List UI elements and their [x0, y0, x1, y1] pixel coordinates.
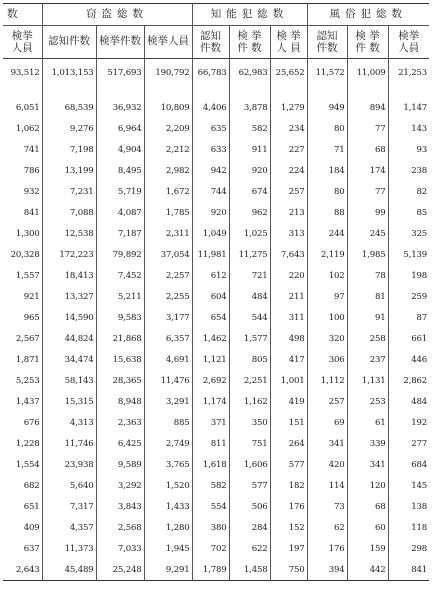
- cell-morals-arrested-persons: 661: [388, 328, 429, 349]
- spacer-cell: [192, 87, 229, 97]
- cell-theft-known-cases: 34,474: [42, 349, 96, 370]
- cell-theft-arrested-persons: 2,982: [144, 160, 192, 181]
- cell-morals-known-cases: 1,112: [307, 370, 347, 391]
- cell-morals-known-cases: 88: [307, 202, 347, 223]
- table-row: [3, 59, 429, 88]
- cell-morals-arrested-persons: 2,862: [388, 370, 429, 391]
- cell-intel-known-cases: 380: [192, 517, 229, 538]
- cell-morals-arrested-persons: 684: [388, 454, 429, 475]
- cell-intel-arrested-persons: 182: [270, 475, 307, 496]
- cell-morals-arrested-persons: 143: [388, 118, 429, 139]
- table-row: [3, 475, 429, 496]
- cell-theft-known-cases: 45,489: [42, 559, 96, 581]
- cell-morals-arrested-cases: 60: [347, 517, 388, 538]
- cell-intel-arrested-cases: 805: [229, 349, 270, 370]
- cell-arrested-persons: 1,228: [15, 438, 40, 449]
- cell-theft-arrested-cases: 517,693: [96, 59, 144, 88]
- cell-theft-arrested-cases: 9,589: [96, 454, 144, 475]
- cell-morals-arrested-cases: 245: [347, 223, 388, 244]
- cell-intel-known-cases: 4,406: [192, 97, 229, 118]
- cell-intel-known-cases: 635: [192, 118, 229, 139]
- table-row: [3, 517, 429, 538]
- cell-intel-arrested-persons: 227: [270, 139, 307, 160]
- spacer-cell: [347, 87, 388, 97]
- cell-intel-arrested-cases: 11,275: [229, 244, 270, 265]
- cell-arrested-persons: 921: [23, 291, 40, 302]
- cell-theft-arrested-persons: 37,054: [144, 244, 192, 265]
- cell-intel-known-cases: 1,121: [192, 349, 229, 370]
- cell-intel-known-cases: 1,049: [192, 223, 229, 244]
- cell-intel-arrested-cases: 920: [229, 160, 270, 181]
- cell-intel-arrested-cases: 674: [229, 181, 270, 202]
- spacer-cell: [270, 87, 307, 97]
- cell-morals-known-cases: 320: [307, 328, 347, 349]
- cell-theft-known-cases: 44,824: [42, 328, 96, 349]
- table-row: [3, 391, 429, 412]
- header-theft-arrested-cases: 検挙件数: [96, 26, 144, 59]
- table-row: [3, 433, 429, 454]
- table-row: [3, 223, 429, 244]
- spacer-cell: [42, 87, 96, 97]
- header-morals-known-cases: 認知 件数: [307, 26, 347, 59]
- cell-intel-arrested-cases: 1,606: [229, 454, 270, 475]
- cell-morals-arrested-persons: 85: [388, 202, 429, 223]
- cell-intel-known-cases: 2,692: [192, 370, 229, 391]
- cell-theft-arrested-persons: 10,809: [144, 97, 192, 118]
- cell-intel-arrested-persons: 264: [270, 433, 307, 454]
- cell-intel-arrested-cases: 962: [229, 202, 270, 223]
- cell-morals-arrested-cases: 174: [347, 160, 388, 181]
- cell-theft-arrested-cases: 5,719: [96, 181, 144, 202]
- cell-intel-arrested-cases: 1,162: [229, 391, 270, 412]
- cell-morals-arrested-persons: 145: [388, 475, 429, 496]
- cell-morals-known-cases: 341: [307, 433, 347, 454]
- row-spacer: [3, 87, 429, 97]
- cell-theft-arrested-persons: 2,212: [144, 139, 192, 160]
- cell-morals-known-cases: 114: [307, 475, 347, 496]
- cell-arrested-persons: 965: [23, 312, 40, 323]
- cell-intel-arrested-persons: 257: [270, 181, 307, 202]
- cell-morals-arrested-persons: 5,139: [388, 244, 429, 265]
- cell-intel-known-cases: 554: [192, 496, 229, 517]
- cell-intel-arrested-persons: 1,279: [270, 97, 307, 118]
- cell-intel-known-cases: 942: [192, 160, 229, 181]
- cell-intel-known-cases: 1,789: [192, 559, 229, 581]
- cell-arrested-persons: 651: [23, 501, 40, 512]
- table-row: [3, 538, 429, 559]
- header-morals-arrested-persons: 検挙 人員: [388, 26, 429, 59]
- cell-morals-known-cases: 73: [307, 496, 347, 517]
- cell-morals-arrested-persons: 82: [388, 181, 429, 202]
- cell-morals-arrested-cases: 253: [347, 391, 388, 412]
- cell-morals-known-cases: 394: [307, 559, 347, 581]
- cell-arrested-persons: 5,253: [15, 375, 40, 386]
- table-row: [3, 181, 429, 202]
- cell-intel-arrested-cases: 622: [229, 538, 270, 559]
- cell-theft-arrested-persons: 1,672: [144, 181, 192, 202]
- cell-morals-arrested-cases: 11,009: [347, 59, 388, 88]
- cell-morals-arrested-cases: 339: [347, 433, 388, 454]
- cell-morals-arrested-cases: 78: [347, 265, 388, 286]
- cell-arrested-persons: 1,557: [15, 270, 40, 281]
- cell-theft-arrested-cases: 6,964: [96, 118, 144, 139]
- cell-theft-arrested-cases: 36,932: [96, 97, 144, 118]
- table-row: [3, 370, 429, 391]
- cell-morals-known-cases: 184: [307, 160, 347, 181]
- cell-intel-arrested-cases: 484: [229, 286, 270, 307]
- spacer-cell: [307, 87, 347, 97]
- cell-theft-known-cases: 172,223: [42, 244, 96, 265]
- cell-morals-known-cases: 11,572: [307, 59, 347, 88]
- header-intellectual-crime-group: 知能犯総数: [192, 4, 307, 26]
- cell-intel-known-cases: 811: [192, 433, 229, 454]
- table-row: [3, 307, 429, 328]
- cell-intel-known-cases: 604: [192, 286, 229, 307]
- cell-intel-known-cases: 1,462: [192, 328, 229, 349]
- cell-theft-arrested-cases: 7,187: [96, 223, 144, 244]
- cell-intel-arrested-persons: 220: [270, 265, 307, 286]
- cell-morals-known-cases: 69: [307, 412, 347, 433]
- cell-intel-arrested-persons: 577: [270, 454, 307, 475]
- cell-morals-arrested-persons: 21,253: [388, 59, 429, 88]
- cell-theft-arrested-cases: 9,583: [96, 307, 144, 328]
- cell-arrested-persons: 932: [23, 186, 40, 197]
- header-morals-arrested-cases: 検 挙 件 数: [347, 26, 388, 59]
- cell-intel-arrested-persons: 7,643: [270, 244, 307, 265]
- cell-morals-arrested-cases: 341: [347, 454, 388, 475]
- cell-theft-known-cases: 11,746: [42, 433, 96, 454]
- cell-arrested-persons: 6,051: [15, 102, 40, 113]
- cell-theft-arrested-cases: 4,087: [96, 202, 144, 223]
- cell-morals-known-cases: 176: [307, 538, 347, 559]
- cell-morals-known-cases: 62: [307, 517, 347, 538]
- cell-intel-arrested-persons: 197: [270, 538, 307, 559]
- cell-theft-arrested-cases: 2,363: [96, 412, 144, 433]
- cell-morals-arrested-persons: 93: [388, 139, 429, 160]
- cell-morals-arrested-cases: 81: [347, 286, 388, 307]
- table-row: [3, 496, 429, 517]
- table-row: [3, 454, 429, 475]
- cell-intel-known-cases: 920: [192, 202, 229, 223]
- cell-theft-known-cases: 18,413: [42, 265, 96, 286]
- table-row: [3, 265, 429, 286]
- table-row: [3, 286, 429, 307]
- cell-morals-arrested-persons: 118: [388, 517, 429, 538]
- cell-theft-known-cases: 4,357: [42, 517, 96, 538]
- cell-theft-arrested-persons: 2,209: [144, 118, 192, 139]
- cell-theft-arrested-cases: 8,495: [96, 160, 144, 181]
- cell-intel-arrested-cases: 284: [229, 517, 270, 538]
- cell-intel-known-cases: 1,174: [192, 391, 229, 412]
- cell-morals-arrested-cases: 61: [347, 412, 388, 433]
- cell-theft-arrested-cases: 2,568: [96, 517, 144, 538]
- cell-theft-known-cases: 23,938: [42, 454, 96, 475]
- cell-theft-known-cases: 7,231: [42, 181, 96, 202]
- cell-arrested-persons: 20,328: [10, 249, 40, 260]
- header-intel-arrested-persons: 検 挙 人 員: [270, 26, 307, 59]
- cell-theft-known-cases: 7,198: [42, 139, 96, 160]
- cell-intel-known-cases: 11,981: [192, 244, 229, 265]
- table-row: [3, 328, 429, 349]
- header-arrested-persons: 検挙 人員: [3, 26, 42, 59]
- cell-theft-known-cases: 5,640: [42, 475, 96, 496]
- cell-intel-arrested-persons: 311: [270, 307, 307, 328]
- cell-arrested-persons: 637: [23, 543, 40, 554]
- cell-intel-arrested-persons: 313: [270, 223, 307, 244]
- cell-theft-arrested-cases: 3,843: [96, 496, 144, 517]
- cell-theft-arrested-cases: 7,033: [96, 538, 144, 559]
- cell-theft-arrested-persons: 885: [144, 412, 192, 433]
- cell-morals-known-cases: 102: [307, 265, 347, 286]
- spacer-cell: [144, 87, 192, 97]
- cell-intel-arrested-persons: 176: [270, 496, 307, 517]
- cell-morals-known-cases: 71: [307, 139, 347, 160]
- cell-morals-arrested-cases: 442: [347, 559, 388, 581]
- cell-morals-known-cases: 2,119: [307, 244, 347, 265]
- cell-morals-arrested-cases: 68: [347, 139, 388, 160]
- cell-morals-known-cases: 244: [307, 223, 347, 244]
- table-row: [3, 139, 429, 160]
- cell-theft-arrested-cases: 15,638: [96, 349, 144, 370]
- cell-arrested-persons: 2,643: [15, 564, 40, 575]
- cell-morals-arrested-cases: 99: [347, 202, 388, 223]
- cell-morals-arrested-persons: 238: [388, 160, 429, 181]
- cell-theft-arrested-persons: 190,792: [144, 59, 192, 88]
- cell-intel-known-cases: 371: [192, 412, 229, 433]
- cell-morals-arrested-persons: 138: [388, 496, 429, 517]
- cell-intel-arrested-cases: 3,878: [229, 97, 270, 118]
- cell-arrested-persons: 1,871: [15, 354, 40, 365]
- table-row: [3, 97, 429, 118]
- cell-morals-arrested-persons: 298: [388, 538, 429, 559]
- header-intel-arrested-cases: 検 挙 件 数: [229, 26, 270, 59]
- header-theft-known-cases: 認知件数: [42, 26, 96, 59]
- table-row: [3, 349, 429, 370]
- cell-arrested-persons: 409: [23, 522, 40, 533]
- cell-theft-arrested-persons: 11,476: [144, 370, 192, 391]
- cell-theft-arrested-persons: 9,291: [144, 559, 192, 581]
- table-row: [3, 202, 429, 223]
- cell-morals-known-cases: 80: [307, 118, 347, 139]
- cell-morals-known-cases: 306: [307, 349, 347, 370]
- cell-theft-known-cases: 11,373: [42, 538, 96, 559]
- spacer-cell: [229, 87, 270, 97]
- cell-morals-arrested-cases: 258: [347, 328, 388, 349]
- cell-intel-arrested-persons: 152: [270, 517, 307, 538]
- cell-intel-arrested-persons: 213: [270, 202, 307, 223]
- cell-intel-known-cases: 582: [192, 475, 229, 496]
- cell-theft-arrested-cases: 79,892: [96, 244, 144, 265]
- cell-intel-arrested-persons: 25,652: [270, 59, 307, 88]
- cell-theft-arrested-cases: 28,365: [96, 370, 144, 391]
- cell-arrested-persons: 1,300: [15, 228, 40, 239]
- cell-morals-arrested-cases: 894: [347, 97, 388, 118]
- cell-theft-arrested-persons: 2,257: [144, 265, 192, 286]
- cell-intel-arrested-cases: 544: [229, 307, 270, 328]
- table-row: [3, 412, 429, 433]
- header-arrest-group: 数: [3, 4, 42, 26]
- cell-intel-arrested-persons: 419: [270, 391, 307, 412]
- cell-theft-arrested-persons: 2,311: [144, 223, 192, 244]
- cell-theft-arrested-persons: 1,945: [144, 538, 192, 559]
- cell-morals-known-cases: 257: [307, 391, 347, 412]
- cell-intel-arrested-cases: 2,251: [229, 370, 270, 391]
- cell-theft-arrested-cases: 21,868: [96, 328, 144, 349]
- cell-arrested-persons: 741: [23, 144, 40, 155]
- cell-morals-known-cases: 420: [307, 454, 347, 475]
- cell-intel-arrested-persons: 224: [270, 160, 307, 181]
- cell-theft-arrested-cases: 25,248: [96, 559, 144, 581]
- cell-arrested-persons: 1,554: [15, 459, 40, 470]
- header-theft-group: 窃盗総数: [42, 4, 192, 26]
- cell-intel-arrested-cases: 751: [229, 433, 270, 454]
- cell-theft-arrested-persons: 4,691: [144, 349, 192, 370]
- cell-morals-arrested-persons: 446: [388, 349, 429, 370]
- cell-theft-arrested-persons: 1,520: [144, 475, 192, 496]
- cell-arrested-persons: 682: [23, 480, 40, 491]
- cell-intel-known-cases: 1,618: [192, 454, 229, 475]
- table-row: [3, 559, 429, 581]
- cell-theft-arrested-persons: 2,749: [144, 433, 192, 454]
- cell-intel-arrested-persons: 1,001: [270, 370, 307, 391]
- cell-morals-arrested-cases: 77: [347, 118, 388, 139]
- cell-theft-arrested-persons: 1,433: [144, 496, 192, 517]
- cell-theft-arrested-persons: 1,785: [144, 202, 192, 223]
- cell-theft-arrested-cases: 3,292: [96, 475, 144, 496]
- cell-intel-arrested-cases: 721: [229, 265, 270, 286]
- cell-morals-arrested-persons: 1,147: [388, 97, 429, 118]
- cell-morals-arrested-cases: 91: [347, 307, 388, 328]
- cell-arrested-persons: 93,512: [10, 68, 40, 78]
- cell-intel-arrested-cases: 1,025: [229, 223, 270, 244]
- cell-theft-known-cases: 7,317: [42, 496, 96, 517]
- cell-intel-arrested-cases: 506: [229, 496, 270, 517]
- cell-arrested-persons: 786: [23, 165, 40, 176]
- cell-theft-arrested-persons: 3,291: [144, 391, 192, 412]
- table-row: [3, 244, 429, 265]
- cell-intel-arrested-persons: 234: [270, 118, 307, 139]
- cell-intel-known-cases: 702: [192, 538, 229, 559]
- cell-arrested-persons: 1,437: [15, 396, 40, 407]
- cell-theft-arrested-persons: 3,765: [144, 454, 192, 475]
- cell-morals-arrested-cases: 120: [347, 475, 388, 496]
- cell-theft-known-cases: 12,538: [42, 223, 96, 244]
- cell-intel-known-cases: 66,783: [192, 59, 229, 88]
- spacer-cell: [96, 87, 144, 97]
- cell-theft-arrested-cases: 7,452: [96, 265, 144, 286]
- cell-intel-known-cases: 744: [192, 181, 229, 202]
- cell-theft-arrested-cases: 6,425: [96, 433, 144, 454]
- cell-intel-arrested-cases: 1,458: [229, 559, 270, 581]
- cell-morals-arrested-persons: 484: [388, 391, 429, 412]
- cell-morals-known-cases: 97: [307, 286, 347, 307]
- cell-morals-arrested-persons: 198: [388, 265, 429, 286]
- cell-intel-known-cases: 654: [192, 307, 229, 328]
- cell-theft-arrested-cases: 8,948: [96, 391, 144, 412]
- cell-intel-known-cases: 612: [192, 265, 229, 286]
- cell-arrested-persons: 676: [23, 417, 40, 428]
- cell-theft-known-cases: 4,313: [42, 412, 96, 433]
- cell-morals-arrested-persons: 192: [388, 412, 429, 433]
- cell-theft-known-cases: 14,590: [42, 307, 96, 328]
- cell-intel-arrested-cases: 1,577: [229, 328, 270, 349]
- cell-theft-known-cases: 9,276: [42, 118, 96, 139]
- cell-intel-arrested-cases: 62,983: [229, 59, 270, 88]
- cell-theft-arrested-persons: 1,280: [144, 517, 192, 538]
- cell-morals-known-cases: 80: [307, 181, 347, 202]
- cell-theft-arrested-persons: 6,357: [144, 328, 192, 349]
- cell-morals-arrested-cases: 159: [347, 538, 388, 559]
- cell-intel-arrested-cases: 577: [229, 475, 270, 496]
- cell-morals-arrested-cases: 1,131: [347, 370, 388, 391]
- cell-morals-known-cases: 100: [307, 307, 347, 328]
- cell-intel-arrested-cases: 350: [229, 412, 270, 433]
- cell-theft-arrested-cases: 5,211: [96, 286, 144, 307]
- cell-theft-known-cases: 13,327: [42, 286, 96, 307]
- cell-intel-arrested-persons: 151: [270, 412, 307, 433]
- cell-morals-arrested-persons: 325: [388, 223, 429, 244]
- cell-morals-arrested-cases: 77: [347, 181, 388, 202]
- cell-theft-arrested-cases: 4,904: [96, 139, 144, 160]
- cell-theft-known-cases: 58,143: [42, 370, 96, 391]
- cell-theft-known-cases: 68,539: [42, 97, 96, 118]
- cell-theft-arrested-persons: 3,177: [144, 307, 192, 328]
- cell-arrested-persons: 2,567: [15, 333, 40, 344]
- cell-morals-arrested-persons: 277: [388, 433, 429, 454]
- cell-intel-arrested-cases: 582: [229, 118, 270, 139]
- cell-morals-arrested-cases: 237: [347, 349, 388, 370]
- cell-intel-known-cases: 633: [192, 139, 229, 160]
- table-row: [3, 118, 429, 139]
- cell-morals-arrested-persons: 87: [388, 307, 429, 328]
- cell-intel-arrested-cases: 911: [229, 139, 270, 160]
- header-theft-arrested-persons: 検挙人員: [144, 26, 192, 59]
- cell-morals-arrested-cases: 1,985: [347, 244, 388, 265]
- cell-morals-arrested-cases: 68: [347, 496, 388, 517]
- cell-intel-arrested-persons: 211: [270, 286, 307, 307]
- header-morals-crime-group: 風俗犯総数: [307, 4, 429, 26]
- table-row: [3, 160, 429, 181]
- cell-arrested-persons: 841: [23, 207, 40, 218]
- cell-theft-known-cases: 1,013,153: [42, 59, 96, 88]
- crime-statistics-table: [3, 3, 429, 581]
- cell-arrested-persons: 1,062: [15, 123, 40, 134]
- cell-theft-arrested-persons: 2,255: [144, 286, 192, 307]
- cell-theft-known-cases: 13,199: [42, 160, 96, 181]
- header-intel-known-cases: 認知 件数: [192, 26, 229, 59]
- cell-intel-arrested-persons: 750: [270, 559, 307, 581]
- cell-intel-arrested-persons: 498: [270, 328, 307, 349]
- cell-morals-arrested-persons: 841: [388, 559, 429, 581]
- cell-theft-known-cases: 7,088: [42, 202, 96, 223]
- cell-intel-arrested-persons: 417: [270, 349, 307, 370]
- spacer-cell: [3, 87, 42, 97]
- cell-theft-known-cases: 15,315: [42, 391, 96, 412]
- cell-morals-arrested-persons: 259: [388, 286, 429, 307]
- cell-morals-known-cases: 949: [307, 97, 347, 118]
- spacer-cell: [388, 87, 429, 97]
